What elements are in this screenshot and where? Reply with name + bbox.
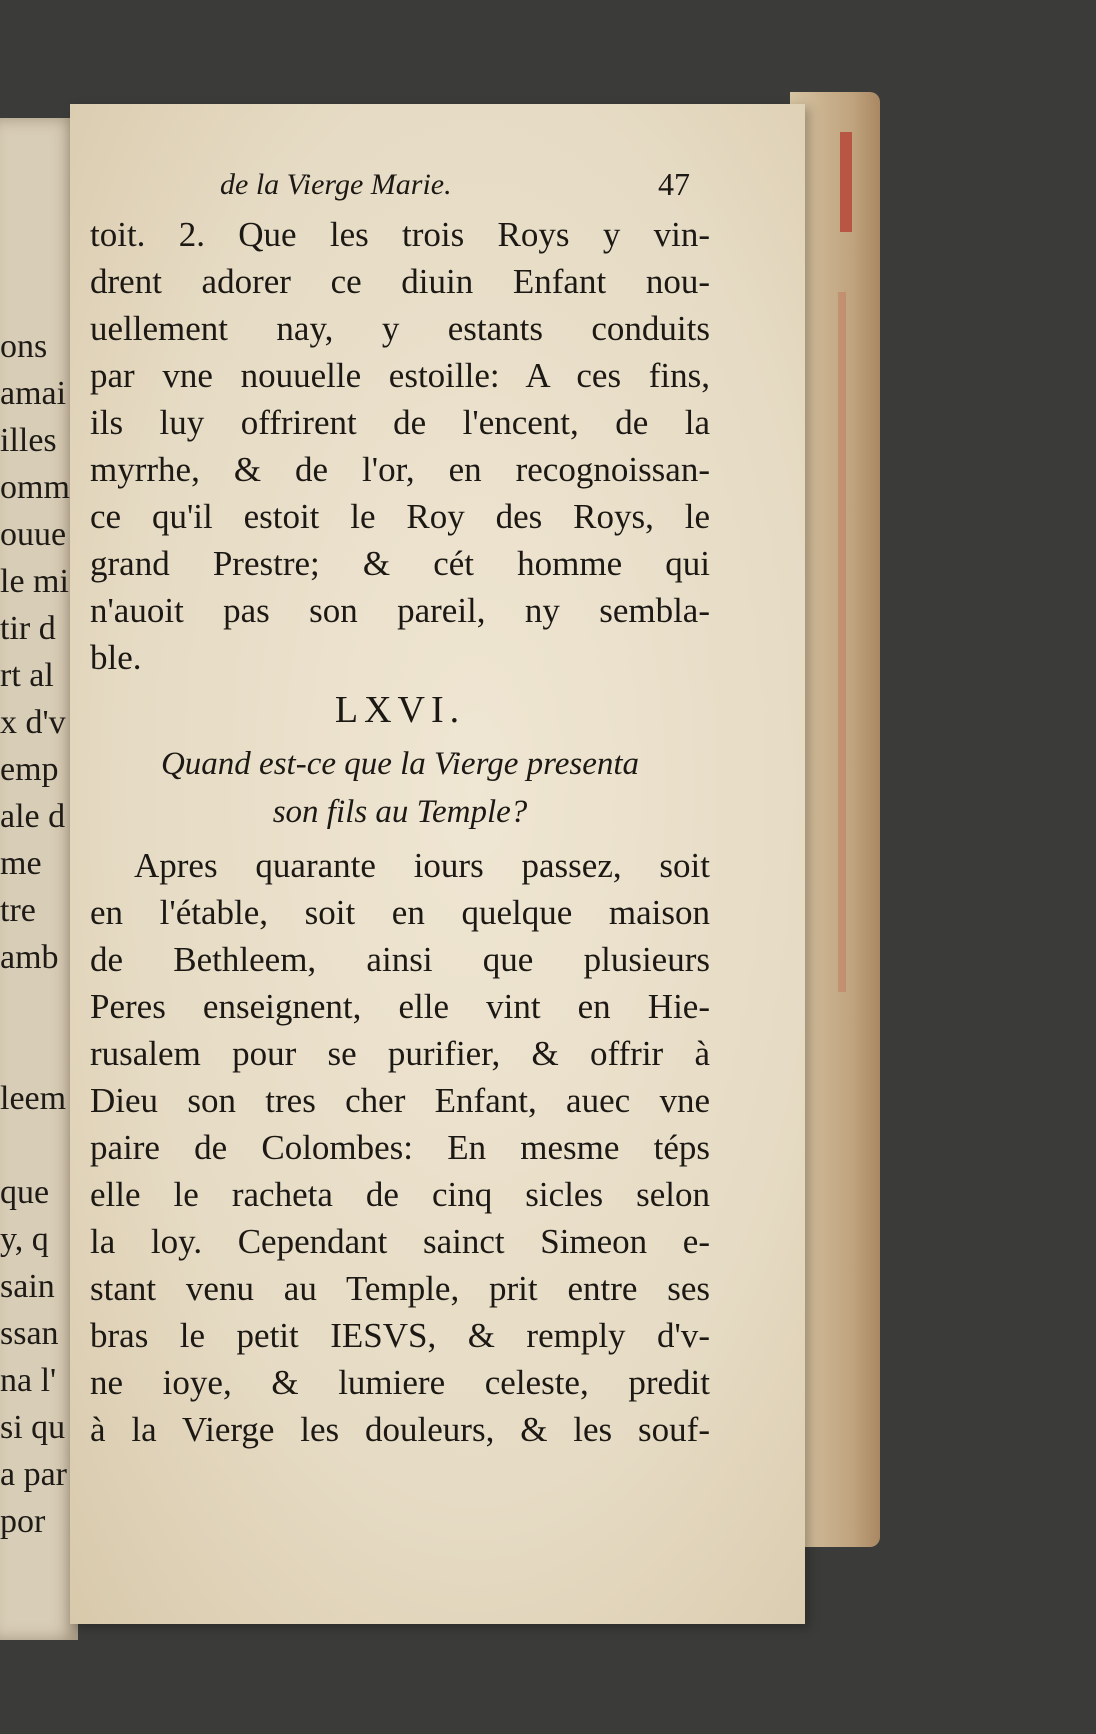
left-fragment: amb [0,939,59,976]
text-line: paire de Colombes: En mesme téps [90,1128,710,1167]
text-line: ils luy offrirent de l'encent, de la [90,403,710,442]
left-fragment: rt al [0,657,54,694]
text-line: stant venu au Temple, prit entre ses [90,1269,710,1308]
left-fragment: que [0,1174,50,1211]
left-fragment: y, q [0,1221,49,1258]
text-line: Dieu son tres cher Enfant, auec vne [90,1081,710,1120]
chapter-number: LXVI. [334,689,466,731]
question-heading: Quand est-ce que la Vierge presenta [160,746,640,782]
running-header [220,166,690,210]
left-fragment: me [0,845,42,882]
left-fragment: x d'v [0,704,66,741]
text-line: rusalem pour se purifier, & offrir à [90,1034,710,1073]
left-page-text [0,323,70,1545]
text-line: ne ioye, & lumiere celeste, predit [90,1363,710,1402]
text-line: elle le racheta de cinq sicles selon [90,1175,710,1214]
text-line: ce qu'il estoit le Roy des Roys, le [90,497,710,536]
text-line: toit. 2. Que les trois Roys y vin- [90,215,710,254]
text-line: uellement nay, y estants conduits [90,309,710,348]
text-line: par vne nouuelle estoille: A ces fins, [90,356,710,395]
left-fragment [0,1028,70,1075]
left-fragment [0,981,70,1028]
text-line: à la Vierge les douleurs, & les souf- [90,1410,710,1449]
left-fragment: ssan [0,1315,59,1352]
text-line: Peres enseignent, elle vint en Hie- [90,987,710,1026]
text-line: n'auoit pas son pareil, ny sembla- [90,591,710,630]
left-fragment: ale d [0,798,66,835]
left-fragment: por [0,1503,46,1540]
text-line: ble. [90,638,142,677]
text-line: Apres quarante iours passez, soit [134,846,710,885]
red-edge-mark [840,132,852,232]
text-line: myrrhe, & de l'or, en recognoissan- [90,450,710,489]
left-fragment: si qu [0,1409,66,1446]
left-page-edge [0,118,78,1640]
left-fragment: leem [0,1080,67,1117]
left-fragment: amai [0,375,67,412]
left-fragment: ons [0,328,48,365]
left-fragment: a par [0,1456,68,1493]
left-fragment [0,1122,70,1169]
page-number: 47 [658,166,690,202]
left-fragment: tir d [0,610,56,647]
red-edge-mark [838,292,846,992]
text-line: grand Prestre; & cét homme qui [90,544,710,583]
text-line: la loy. Cependant sainct Simeon e- [90,1222,710,1261]
left-fragment: omm [0,469,70,506]
left-fragment: ouue [0,516,67,553]
text-line: de Bethleem, ainsi que plusieurs [90,940,710,979]
left-fragment: tre [0,892,36,929]
left-fragment: na l' [0,1362,57,1399]
running-title: de la Vierge Marie. [220,168,452,201]
text-line: drent adorer ce diuin Enfant nou- [90,262,710,301]
text-line: bras le petit IESVS, & remply d'v- [90,1316,710,1355]
text-line: en l'étable, soit en quelque maison [90,893,710,932]
left-fragment: le mi [0,563,69,600]
left-fragment: emp [0,751,59,788]
question-heading: son fils au Temple? [272,794,528,830]
left-fragment: sain [0,1268,55,1305]
left-fragment: illes [0,422,57,459]
